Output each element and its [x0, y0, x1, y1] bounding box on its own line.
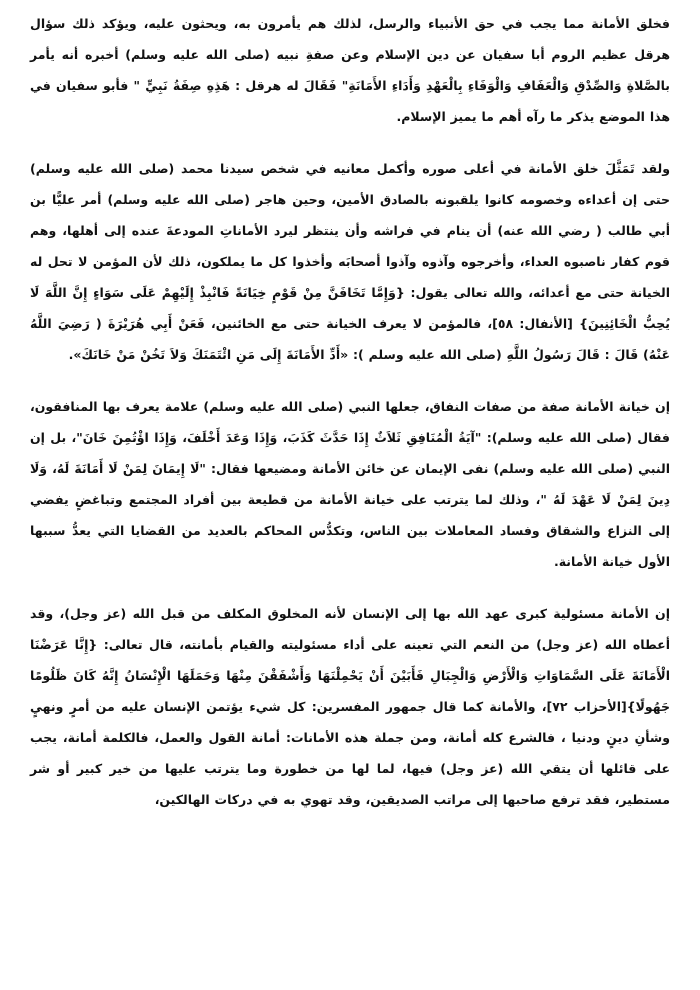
paragraph-amanah-prophets: فخلق الأمانة مما يجب في حق الأنبياء والرسل، لذلك هم يأمرون به، ويحثون عليه، ويؤكد ذلك سؤال هرقل عظيم الروم أبا سفيان عن دين الإسلام وعن صفةِ نبيه (صلى الله عليه وسلم) أخبره أنه يأمر بالصَّلاةِ وَالصِّدْقِ وَالْعَفَافِ وَالْوَفَاءِ بِالْعَهْدِ وَأَدَاءِ الأَمَانَةِ" فَقَالَ له هرقل : هَذِهِ صِفَةُ نَبِيٍّ " فأبو سفيان في هذا الموضع يذكر ما رآه أهم ما يميز الإسلام.	[30, 16, 670, 124]
paragraph-prophet-example: ولقد تَمَثَّلَ خلق الأمانة في أعلى صوره وأكمل معانيه في شخص سيدنا محمد (صلى الله عليه وسلم) حتى إن أعداءه وخصومه كانوا يلقبونه بالصادق الأمين، وحين هاجر (صلى الله عليه وسلم) أمر عليًّا بن أبي طالب ( رضي الله عنه) أن ينام في فراشه وأن ينتظر ليرد الأماناتِ المودعةَ عنده إلى أهلها، وهم قوم كفار ناصبوه العداء، وأخرجوه وآذوه وآذوا أصحابَه وأخذوا كل ما يملكون، ذلك لأن المؤمن لا تحل له الخيانة حتى مع أعدائه، والله تعالى يقول: {وَإِمَّا تَخَافَنَّ مِنْ قَوْمٍ خِيَانَةً فَانْبِذْ إِلَيْهِمْ عَلَى سَوَاءٍ إِنَّ اللَّهَ لَا يُحِبُّ الْخَائِنِينَ} [الأنفال: ٥٨]، فالمؤمن لا يعرف الخيانة حتى مع الخائنين، فَعَنْ أَبِي هُرَيْرَةَ ( رَضِيَ اللَّهُ عَنْهُ) قَالَ : قَالَ رَسُولُ اللَّهِ (صلى الله عليه وسلم ): «أَدِّ الأَمَانَةَ إِلَى مَنِ ائْتَمَنَكَ وَلاَ تَخُنْ مَنْ خَانَكَ».	[30, 161, 670, 362]
document-page	[30, 8, 670, 983]
paragraph-hypocrisy: إن خيانة الأمانة صفة من صفات النفاق، جعلها النبي (صلى الله عليه وسلم) علامة يعرف بها المنافقون، فقال (صلى الله عليه وسلم): "آيَةُ الْمُنَافِقِ ثَلاَثٌ إِذَا حَدَّثَ كَذَبَ، وَإِذَا وَعَدَ أَخْلَفَ، وَإِذَا اؤْتُمِنَ خَانَ"، بل إن النبي (صلى الله عليه وسلم) نفى الإيمان عن خائن الأمانة ومضيعها فقال: "لَا إِيمَانَ لِمَنْ لَا أَمَانَةَ لَهُ، وَلَا دِينَ لِمَنْ لَا عَهْدَ لَهُ "، وذلك لما يترتب على خيانة الأمانة من قطيعة بين أفراد المجتمع وتباغضٍ يفضي إلى النزاع والشقاق وفساد المعاملات بين الناس، وتكدُّس المحاكم بالعديد من القضايا التي يعدُّ سببها الأول خيانة الأمانة.	[30, 399, 670, 569]
paragraph-responsibility: إن الأمانة مسئولية كبرى عهد الله بها إلى الإنسان لأنه المخلوق المكلف من قبل الله (عز وجل)، وقد أعطاه الله (عز وجل) من النعم التي تعينه على أداء مسئوليته والقيام بأمانته، قال تعالى: {إِنَّا عَرَضْنَا الْأَمَانَةَ عَلَى السَّمَاوَاتِ وَالْأَرْضِ وَالْجِبَالِ فَأَبَيْنَ أَنْ يَحْمِلْنَهَا وَأَشْفَقْنَ مِنْهَا وَحَمَلَهَا الْإِنْسَانُ إِنَّهُ كَانَ ظَلُومًا جَهُولًا}[الأحزاب ٧٢]، والأمانة كما قال جمهور المفسرين: كل شيء يؤتمن الإنسان عليه من أمرٍ ونهيٍ وشأنِ دينٍ ودنيا ، فالشرع كله أمانة، ومن جملة هذه الأمانات: أمانة القول والعمل، فالكلمة أمانة، يجب على قائلها أن يتقي الله (عز وجل) فيها، لما لها من خطورة وما يترتب عليها من خير كبير أو شر مستطير، فقد ترفع صاحبها إلى مراتب الصديقين، وقد تهوي به في دركات الهالكين،	[30, 606, 671, 807]
